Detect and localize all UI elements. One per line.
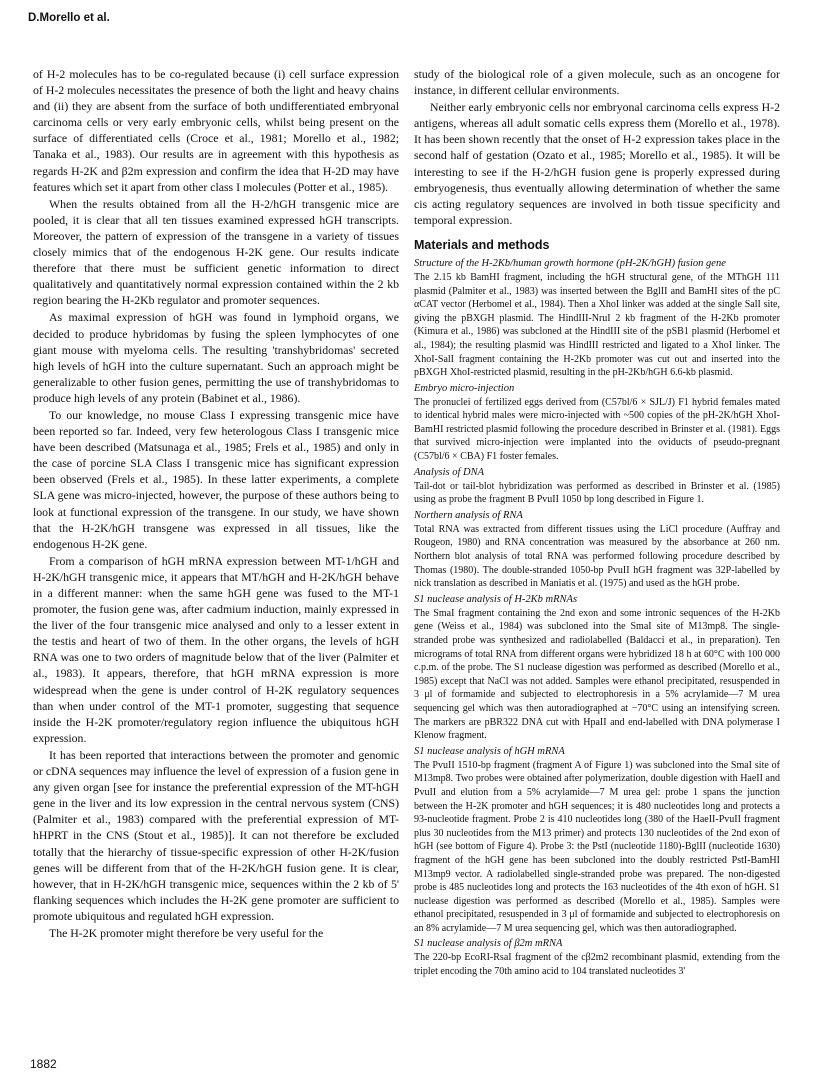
paragraph: From a comparison of hGH mRNA expression between MT-1/hGH and H-2K/hGH transgenic mice, it appears that MT/hGH and H-2K/hGH behave in a different manner: when the same hGH gene was fused to the MT-1 promoter, the fusion gene was, after cadmium induction, mainly expressed in the liver of the four transgenic mice analysed and only to a lesser extent in the testis and heart of two of them. In the other organs, the levels of hGH RNA was one to two orders of magnitude below that of the liver (Palmiter et al., 1983). It appears, therefore, that hGH mRNA expression is more widespread when the gene is under control of H-2K regulatory sequences than when under control of the MT-1 promoter, suggesting that sequence inside the H-2K promoter/regulatory region influence the ubiquitous hGH expression.	[33, 553, 399, 745]
methods-paragraph: The SmaI fragment containing the 2nd exon and some intronic sequences of the H-2Kb gene (Weiss et al., 1984) was subcloned into the SmaI site of M13mp8. The single-stranded probe was synthesized and radiolabelled (Baldacci et al., in preparation). Ten micrograms of total RNA from different organs were hybridized 18 h at 60°C with 100 000 c.p.m. of the probe. The S1 nuclease digestion was performed as described (Morello et al., 1985) except that NaCl was not added. Samples were ethanol precipitated, resuspended in 3 μl of formamide and subjected to electrophoresis in a 5% acrylamide—7 M urea sequencing gel which was then autoradiographed at −70°C using an intensifying screen. The markers are pBR322 DNA cut with HpaII and end-labelled with DNA polymerase I Klenow fragment.	[414, 607, 780, 742]
paragraph: The H-2K promoter might therefore be very useful for the	[49, 925, 324, 940]
subsection-heading: S1 nuclease analysis of hGH mRNA	[414, 745, 565, 757]
methods-paragraph: The PvuII 1510-bp fragment (fragment A of Figure 1) was subcloned into the SmaI site of M13mp8. Two probes were obtained after polymerization, double digestion with HaeII and PvuII and elution from a 5% acrylamide—7 M urea gel: probe 1 spans the junction between the H-2K promoter and hGH sequences; it is 480 nucleotides long and protects a 93-nucleotide fragment. Probe 2 is 410 nucleotides long (380 of the HaeII-PvuII fragment plus 30 nucleotides from the M13 primer) and protects 130 nucleotides of the 2nd exon of hGH (see bottom of Figure 4). Probe 3: the PstI (nucleotide 1180)-BglII (nucleotide 1630) fragment of the hGH gene has been subcloned into the doubly restricted PstI-BamHI M13mp9 vector. A radiolabelled single-stranded probe was prepared. The non-digested probe is 485 nucleotides long and protects the 163 nucleotides of the 4th exon of hGH. S1 nuclease digestion was performed as described (Morello et al., 1985). Samples were ethanol precipitated, resuspended in 3 μl of formamide and subjected to electrophoresis on an 8% acrylamide—7 M urea sequencing gel, which was then autoradiographed.	[414, 759, 780, 934]
right-column	[414, 66, 780, 979]
section-heading: Materials and methods	[414, 237, 550, 252]
subsection-heading: Embryo micro-injection	[414, 382, 515, 394]
subsection-heading: S1 nuclease analysis of H-2Kb mRNAs	[414, 593, 578, 605]
subsection-heading: S1 nuclease analysis of β2m mRNA	[414, 938, 563, 950]
paragraph: As maximal expression of hGH was found in lymphoid organs, we decided to produce hybridomas by fusing the spleen lymphocytes of one giant mouse with myeloma cells. The resulting 'transhybridomas' secreted high levels of hGH into the culture supernatant. Such an approach might be generalizable to other fusion genes, permitting the use of transhybridomas to produce high levels of any protein (Babinet et al., 1986).	[33, 310, 399, 405]
subsection-heading: Analysis of DNA	[414, 466, 484, 478]
methods-body	[414, 258, 780, 979]
subsection-heading: Structure of the H-2Kb/human growth hormone (pH-2K/hGH) fusion gene	[414, 257, 726, 269]
methods-paragraph: Total RNA was extracted from different tissues using the LiCl procedure (Auffray and Rougeon, 1980) and RNA concentration was measured by the absorbance at 260 nm. Northern blot analysis of total RNA was performed following procedure described by Thomas (1980). The double-stranded 1050-bp PvuII hGH fragment was 32P-labelled by nick translation as described in Maniatis et al. (1975) and used as the hGH probe.	[414, 523, 780, 590]
subsection-heading: Northern analysis of RNA	[414, 509, 523, 521]
paragraph: study of the biological role of a given molecule, such as an oncogene for instance, in different cellular environments.	[414, 67, 780, 98]
running-head: D.Morello et al.	[28, 12, 110, 24]
page-number: 1882	[30, 1057, 57, 1071]
methods-paragraph: Tail-dot or tail-blot hybridization was performed as described in Brinster et al. (1985) using as probe the fragment B PvuII 1050 bp long described in Figure 1.	[414, 480, 780, 506]
methods-paragraph: The 220-bp EcoRI-RsaI fragment of the cβ2m2 recombinant plasmid, extending from the triplet encoding the 70th amino acid to 104 translated nucleotides 3'	[414, 952, 780, 978]
paragraph: When the results obtained from all the H-2/hGH transgenic mice are pooled, it is clear that all ten tissues examined expressed hGH transcripts. Moreover, the pattern of expression of the transgene in a variety of tissues closely mimics that of the endogenous H-2K gene. Our results indicate therefore that there must be sufficient genetic information to direct qualitatively and quantitatively normal expression contained within the 2 kb region bearing the H-2Kb regulator and promoter sequences.	[33, 196, 399, 308]
paragraph: of H-2 molecules has to be co-regulated because (i) cell surface expression of H-2 molecules necessitates the presence of both the light and heavy chains and (ii) they are absent from the surface of both undifferentiated embryonal carcinoma cells or very early embryonic cells, whilst being present on the surface of differentiated cells (Croce et al., 1981; Morello et al., 1982; Tanaka et al., 1983). Our results are in agreement with this hypothesis as regards H-2K and β2m expression and confirm the idea that H-2D may have features which set it apart from other class I molecules (Potter et al., 1985).	[33, 67, 399, 194]
paragraph: To our knowledge, no mouse Class I expressing transgenic mice have been reported so far. Indeed, very few heterologous Class I transgenic mice have been described (Matsunaga et al., 1985; Frels et al., 1985) and only in the case of porcine SLA Class I transgenic mice has significant expression been observed (Frels et al., 1985). In these latter experiments, a complete SLA gene was micro-injected, however, the purpose of these authors being to look at functional expression of the transgene. In our study, we have shown that the H-2K/hGH transgene was expressed in all tissues, like the endogenous H-2K gene.	[33, 407, 399, 551]
paragraph: It has been reported that interactions between the promoter and genomic or cDNA sequences may influence the level of expression of a fusion gene in any given organ [see for instance the preferential expression of the MT-hGH gene in the liver and its low expression in the central nervous system (CNS) (Palmiter et al., 1983) compared with the preferential expression of MT-hHPRT in the CNS (Stout et al., 1985)]. It can not therefore be excluded totally that the hierarchy of tissue-specific expression of other H-2K/fusion genes will be different from that of the H-2K/hGH fusion gene. It is clear, however, that in H-2K/hGH transgenic mice, sequences within the 2 kb of 5' flanking sequences which includes the H-2K gene promoter are sufficient to promote ubiquitous and regulated hGH expression.	[33, 747, 399, 923]
methods-paragraph: The 2.15 kb BamHI fragment, including the hGH structural gene, of the MThGH 111 plasmid (Palmiter et al., 1983) was inserted between the BglII and BamHI sites of the pC αCAT vector (Herbomel et al., 1984). Then a XhoI linker was added at the single SalI site, giving the pBXGH plasmid. The HindIII-NruI 2 kb fragment of the H-2Kb promoter (Kimura et al., 1986) was subcloned at the HindIII site of the pSB1 plasmid (Herbomel et al., 1984); the resulting plasmid was HindIII restricted and ligated to a XhoI linker. The XhoI-SalI fragment containing the H-2Kb promoter was cut out and inserted into the pBXGH XhoI-restricted plasmid, resulting in the pH-2Kb/hGH 6.6-kb plasmid.	[414, 271, 780, 379]
paragraph: Neither early embryonic cells nor embryonal carcinoma cells express H-2 antigens, whereas all adult somatic cells express them (Morello et al., 1978). It has been shown recently that the onset of H-2 expression takes place in the second half of gestation (Ozato et al., 1985; Morello et al., 1985). It will be interesting to see if the H-2/hGH fusion gene is properly expressed during embryogenesis, thus eventually allowing determination of whether the same cis acting regulatory sequences are involved in both tissue specificity and temporal expression.	[414, 100, 780, 227]
left-column	[33, 66, 399, 941]
methods-paragraph: The pronuclei of fertilized eggs derived from (C57bl/6 × SJL/J) F1 hybrid females mated to identical hybrid males were micro-injected with ~500 copies of the pH-2K/hGH XhoI-BamHI restricted plasmid following the procedure described in Brinster et al. (1981). Eggs that survived micro-injection were implanted into the oviducts of pseudo-pregnant (C57bl/6 × CBA) F1 foster females.	[414, 396, 780, 463]
